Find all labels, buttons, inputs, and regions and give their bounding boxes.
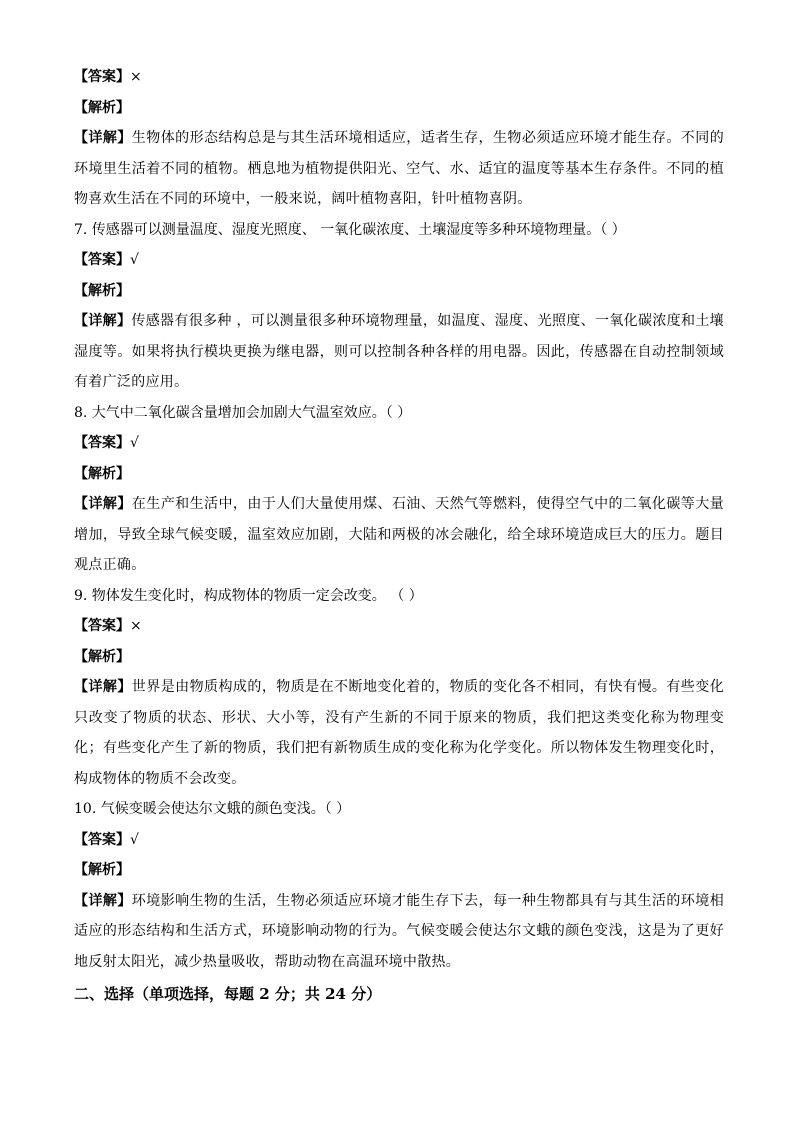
answer-line bbox=[74, 245, 724, 276]
analysis-label bbox=[74, 93, 724, 124]
document-content bbox=[74, 62, 724, 1010]
analysis-label bbox=[74, 642, 724, 673]
detail-tag: 【详解】 bbox=[74, 130, 132, 146]
question-10: 10. 气候变暖会使达尔文蛾的颜色变浅。（ ） bbox=[74, 801, 351, 817]
analysis-label bbox=[74, 459, 724, 490]
detail-tag: 【详解】 bbox=[74, 496, 132, 512]
detail-paragraph bbox=[74, 123, 724, 215]
detail-paragraph bbox=[74, 886, 724, 978]
detail-text: 生物体的形态结构总是与其生活环境相适应，适者生存，生物必须适应环境才能生存。不同的环境里生活着不同的植物。栖息地为植物提供阳光、空气、水、适宜的温度等基本生存条件。不同的植物喜欢生活在不同的环境中，一般来说，阔叶植物喜阳，针叶植物喜阴。 bbox=[74, 130, 724, 207]
detail-tag: 【详解】 bbox=[74, 892, 132, 909]
detail-text: 环境影响生物的生活，生物必须适应环境才能生存下去，每一种生物都具有与其生活的环境相适应的形态结构和生活方式，环境影响动物的行为。气候变暖会使达尔文蛾的颜色变浅，这是为了更好地反射太阳光，减少热量吸收，帮助动物在高温环境中散热。 bbox=[74, 892, 724, 970]
analysis-tag: 【解析】 bbox=[74, 465, 130, 482]
answer-mark: √ bbox=[130, 435, 139, 451]
answer-line bbox=[74, 825, 724, 856]
answer-line bbox=[74, 428, 724, 459]
answer-tag: 【答案】 bbox=[74, 252, 130, 268]
analysis-tag: 【解析】 bbox=[74, 99, 130, 116]
answer-mark: √ bbox=[130, 252, 139, 268]
answer-tag: 【答案】 bbox=[74, 618, 130, 634]
detail-tag: 【详解】 bbox=[74, 313, 132, 329]
analysis-tag: 【解析】 bbox=[74, 862, 130, 878]
analysis-label bbox=[74, 855, 724, 886]
detail-text: 在生产和生活中，由于人们大量使用煤、石油、天然气等燃料，使得空气中的二氧化碳等大量增加，导致全球气候变暖，温室效应加剧，大陆和两极的冰会融化，给全球环境造成巨大的压力。题目观点正确。 bbox=[74, 496, 724, 573]
analysis-label bbox=[74, 276, 724, 307]
detail-text: 传感器有很多种 ，可以测量很多种环境物理量，如温度、湿度、光照度、一氧化碳浓度和土壤湿度等。如果将执行模块更换为继电器，则可以控制各种各样的用电器。因此，传感器在自动控制领域有着广泛的应用。 bbox=[74, 313, 724, 390]
question-7: 7. 传感器可以测量温度、湿度光照度、 一氧化碳浓度、土壤湿度等多种环境物理量。（ ） bbox=[74, 221, 626, 238]
answer-line bbox=[74, 611, 724, 642]
answer-mark: √ bbox=[130, 831, 139, 848]
answer-tag: 【答案】 bbox=[74, 831, 130, 848]
detail-text: 世界是由物质构成的，物质是在不断地变化着的，物质的变化各不相同，有快有慢。有些变化只改变了物质的状态、形状、大小等，没有产生新的不同于原来的物质，我们把这类变化称为物理变化；有些变化产生了新的物质，我们把有新物质生成的变化称为化学变化。所以物体发生物理变化时，构成物体的物质不会改变。 bbox=[74, 679, 724, 787]
answer-tag: 【答案】 bbox=[74, 69, 130, 85]
detail-tag: 【详解】 bbox=[74, 679, 132, 695]
detail-paragraph bbox=[74, 672, 724, 794]
question-9: 9. 物体发生变化时，构成物体的物质一定会改变。 （ ） bbox=[74, 587, 423, 604]
analysis-tag: 【解析】 bbox=[74, 282, 130, 299]
analysis-tag: 【解析】 bbox=[74, 648, 130, 665]
answer-mark: × bbox=[130, 618, 142, 634]
detail-paragraph bbox=[74, 306, 724, 398]
answer-mark: × bbox=[130, 69, 142, 85]
answer-line bbox=[74, 62, 724, 93]
question-8: 8. 大气中二氧化碳含量增加会加剧大气温室效应。（ ） bbox=[74, 404, 412, 421]
detail-paragraph bbox=[74, 489, 724, 581]
answer-tag: 【答案】 bbox=[74, 435, 130, 451]
section-heading: 二、选择（单项选择，每题 2 分；共 24 分） bbox=[74, 985, 382, 1003]
